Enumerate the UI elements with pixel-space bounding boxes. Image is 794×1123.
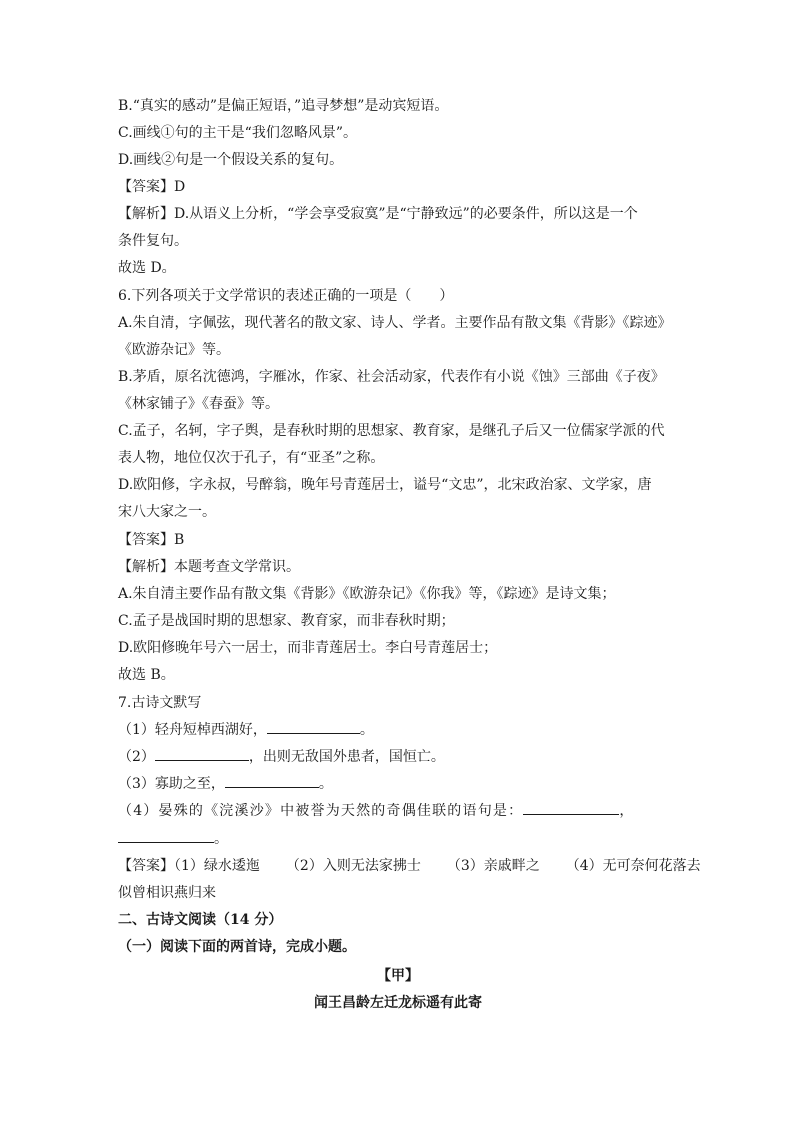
q6-option-a-cont: 《欧游杂记》等。 [118, 342, 230, 358]
q6-option-c-cont: 表人物，地位仅次于孔子，有“亚圣”之称。 [118, 450, 385, 466]
blank-line [225, 775, 319, 788]
question-6-title: 6.下列各项关于文学常识的表述正确的一项是（ ） [118, 288, 454, 304]
q6-answer: 【答案】B [118, 532, 185, 548]
option-d-line: D.画线②句是一个假设关系的复句。 [118, 152, 344, 168]
blank-line [523, 802, 619, 815]
question-7-title: 7.古诗文默写 [118, 695, 202, 711]
q7-item-1: （1）轻舟短棹西湖好， 。 [118, 722, 374, 738]
q6-analysis-d: D.欧阳修晚年号六一居士，而非青莲居士。李白号青莲居士； [118, 640, 498, 656]
q7-answer-cont: 似曾相识燕归来 [118, 885, 216, 901]
q7-item-4-cont: 。 [118, 830, 678, 848]
section-heading: 二、古诗文阅读（14 分） [118, 912, 283, 928]
conclusion-line: 故选 D。 [118, 260, 176, 276]
q7-item-3: （3）寡助之至， 。 [118, 776, 333, 792]
q7-answer: 【答案】（1）绿水逶迤 （2）入则无法家拂士 （3）亲戚畔之 （4）无可奈何花落去 [118, 858, 701, 874]
q6-option-a: A.朱自清，字佩弦，现代著名的散文家、诗人、学者。主要作品有散文集《背影》《踪迹》 [118, 315, 672, 331]
analysis-line: 【解析】D.从语义上分析，“学会享受寂寞”是“宁静致远”的必要条件，所以这是一个 [118, 206, 638, 222]
option-b-line: B.“真实的感动”是偏正短语，”追寻梦想”是动宾短语。 [118, 98, 449, 114]
answer-line: 【答案】D [118, 179, 186, 195]
q6-conclusion: 故选 B。 [118, 667, 175, 683]
q6-option-d-cont: 宋八大家之一。 [118, 504, 216, 520]
q6-analysis: 【解析】本题考查文学常识。 [118, 559, 300, 575]
blank-line [155, 748, 249, 761]
q6-option-b: B.茅盾，原名沈德鸿，字雁冰，作家、社会活动家，代表作有小说《蚀》三部曲《子夜》 [118, 369, 665, 385]
q7-item-2: （2） ，出则无敌国外患者，国恒亡。 [118, 749, 445, 765]
subsection-heading: （一）阅读下面的两首诗，完成小题。 [118, 939, 356, 955]
analysis-line-cont: 条件复句。 [118, 233, 188, 249]
poem-title: 闻王昌龄左迁龙标遥有此寄 [314, 995, 482, 1011]
blank-line [118, 830, 214, 843]
option-c-line: C.画线①句的主干是“我们忽略风景”。 [118, 125, 357, 141]
q6-analysis-a: A.朱自清主要作品有散文集《背影》《欧游杂记》《你我》等，《踪迹》是诗文集； [118, 586, 616, 602]
q6-analysis-c: C.孟子是战国时期的思想家、教育家，而非春秋时期； [118, 613, 455, 629]
poem-label: 【甲】 [377, 968, 419, 984]
q6-option-b-cont: 《林家铺子》《春蚕》等。 [118, 396, 279, 412]
q6-option-c: C.孟子，名轲，字子舆，是春秋时期的思想家、教育家，是继孔子后又一位儒家学派的代 [118, 423, 665, 439]
q6-option-d: D.欧阳修，字永叔，号醉翁，晚年号青莲居士，谥号“文忠”，北宋政治家、文学家，唐 [118, 477, 652, 493]
q7-item-4: （4）晏殊的《浣溪沙》中被誉为天然的奇偶佳联的语句是： ， [118, 803, 635, 819]
blank-line [267, 721, 360, 734]
